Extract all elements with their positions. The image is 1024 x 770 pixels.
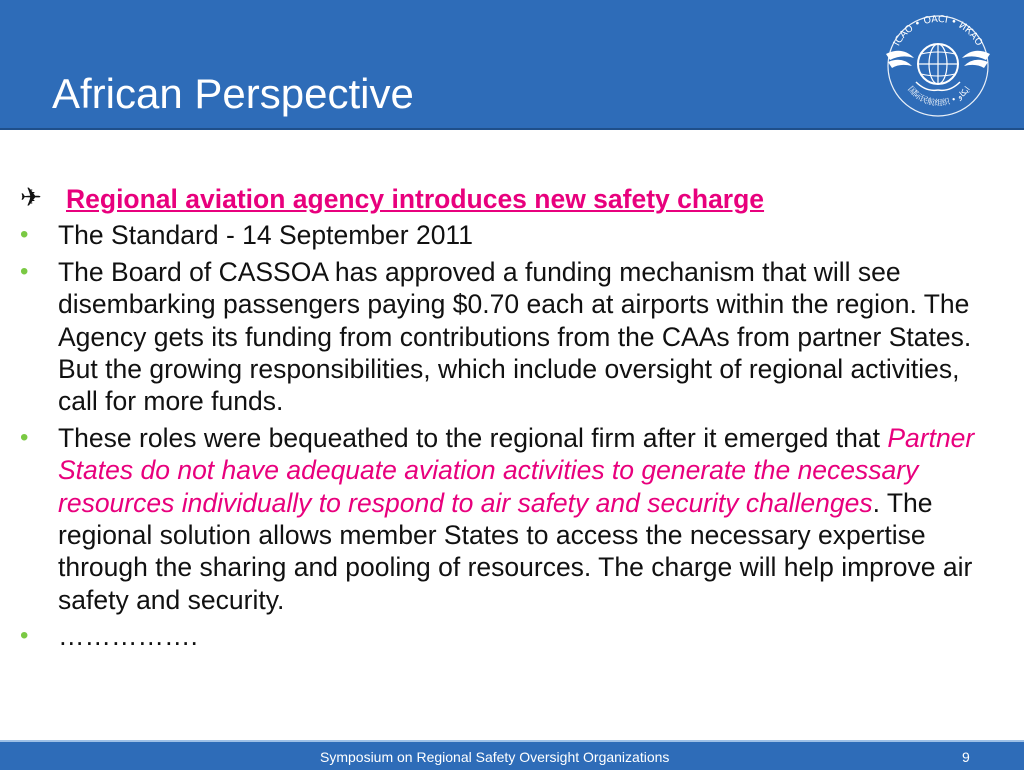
logo-text-top: ICAO • OACI • ИКАО — [891, 13, 985, 48]
headline-link[interactable]: Regional aviation agency introduces new safety charge — [66, 184, 765, 214]
slide-title: African Perspective — [52, 70, 414, 117]
bullet-item-2 — [20, 256, 995, 418]
icao-emblem-icon — [880, 8, 996, 120]
footer-bar — [0, 740, 1024, 770]
slide-body — [20, 183, 995, 657]
logo-text-bottom: 国际民航组织 • ایکاو — [906, 84, 972, 108]
bullet-text-2: The Board of CASSOA has approved a funding mechanism that will see disembarking passengers paying $0.70 each at airports within the region. The Agency gets its funding from contributions from the CAAs from partner States. But the growing responsibilities, which include oversight of regional activities, call for more funds. — [58, 256, 972, 417]
title-bar — [0, 0, 1024, 130]
bullet-text-3-emphasis: Partner States do not have adequate aviation activities to generate the necessary resources individually to respond to air safety and security challenges — [58, 422, 975, 518]
page-number: 9 — [962, 749, 970, 765]
svg-text:国际民航组织 • ایکاو — [906, 85, 972, 108]
footer-text: Symposium on Regional Safety Oversight Organizations — [320, 749, 670, 765]
airplane-icon: ✈ — [20, 182, 42, 212]
bullet-dot-icon: • — [20, 423, 29, 451]
bullet-text-1: The Standard - 14 September 2011 — [58, 220, 473, 251]
bullet-dot-icon: • — [20, 221, 29, 249]
bullet-item-1 — [20, 219, 995, 251]
bullet-text-3-end: . The regional solution allows member States to access the necessary expertise through the sharing and pooling of resources. The charge will help improve air safety and security. — [58, 487, 973, 615]
svg-text:ICAO • OACI • ИКАО — [891, 14, 984, 48]
bullet-text-4: ……………. — [58, 621, 198, 652]
bullet-text-3-start: These roles were bequeathed to the regional firm after it emerged that — [58, 422, 888, 453]
headline-item — [20, 183, 995, 215]
bullet-item-4 — [20, 620, 995, 652]
bullet-item-3 — [20, 422, 995, 616]
bullet-dot-icon: • — [20, 622, 29, 650]
bullet-dot-icon: • — [20, 257, 29, 285]
